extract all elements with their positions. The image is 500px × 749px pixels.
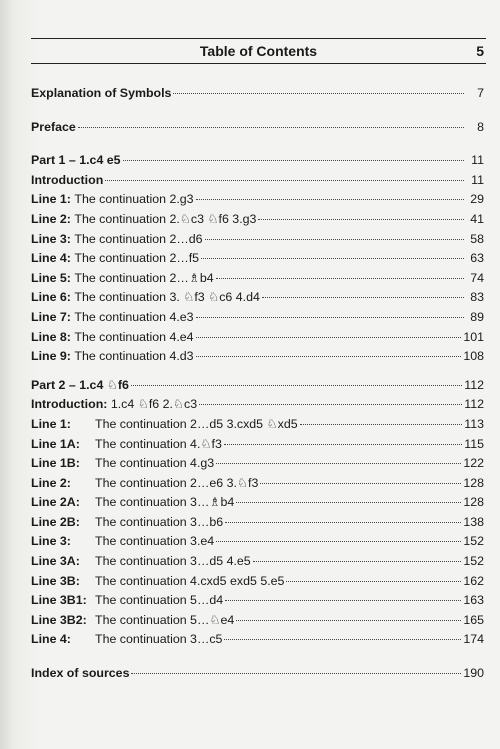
dot-leader [224,444,462,445]
toc-entry-label: Line 5: [31,270,71,285]
dot-leader [260,483,461,484]
toc-entry-label: Index of sources [31,666,130,681]
toc-entry-page: 128 [463,495,484,510]
toc-entry-part-2[interactable] [31,376,484,396]
toc-entry-label: Line 1B: [31,456,80,471]
toc-entry-text: The continuation 2…e6 3.♘f3 [95,475,259,490]
toc-entry-preface[interactable] [31,118,484,138]
toc-entry-page: 113 [464,416,484,431]
toc-entry-text: The continuation 3.e4 [95,534,215,549]
toc-entry-part2-line-3b[interactable] [31,572,484,592]
toc-entry-page: 41 [470,211,484,226]
toc-entry-label: Line 4: [31,251,71,266]
dot-leader [286,581,461,582]
toc-entry-label: Part 1 – 1.c4 e5 [31,153,121,168]
dot-leader [300,424,463,425]
table-of-contents [31,84,484,684]
toc-entry-label: Line 3B: [31,573,80,588]
toc-entry-label: Line 2B: [31,514,80,529]
toc-entry-page: 11 [471,153,484,168]
dot-leader [196,199,464,200]
toc-entry-page: 83 [470,290,484,305]
toc-entry-page: 11 [471,172,484,187]
toc-entry-introduction[interactable] [31,171,484,191]
toc-entry-page: 138 [463,514,484,529]
toc-entry-part1-line-1[interactable] [31,190,484,210]
toc-entry-part2-line-2b[interactable] [31,513,484,533]
toc-entry-page: 152 [463,554,484,569]
dot-leader [224,639,461,640]
toc-entry-index-of-sources[interactable] [31,664,484,684]
dot-leader [199,404,462,405]
dot-leader [216,463,461,464]
toc-entry-label: Line 1A: [31,436,80,451]
toc-entry-part1-line-9[interactable] [31,347,484,367]
toc-entry-page: 122 [463,456,484,471]
toc-entry-text: The continuation 4.♘f3 [95,436,222,451]
toc-entry-page: 165 [463,612,484,627]
dot-leader [201,258,464,259]
toc-entry-part2-line-2a[interactable] [31,493,484,513]
toc-entry-text: The continuation 4.d3 [74,349,194,364]
toc-entry-label: Line 8: [31,329,71,344]
dot-leader [196,317,464,318]
toc-entry-label: Line 1: [31,192,71,207]
toc-entry-label: Line 3B1: [31,593,87,608]
header-page-number: 5 [476,43,484,59]
dot-leader [205,239,464,240]
toc-entry-part1-line-6[interactable] [31,288,484,308]
toc-entry-page: 7 [477,86,484,100]
dot-leader [78,127,464,128]
toc-entry-text: The continuation 2…d6 [74,231,203,246]
toc-entry-part1-line-4[interactable] [31,249,484,269]
toc-entry-text: 1.c4 ♘f6 2.♘c3 [110,397,198,412]
page-header [31,38,486,64]
toc-entry-part1-line-2[interactable] [31,210,484,230]
toc-entry-part2-introduction[interactable] [31,395,484,415]
toc-entry-label: Line 3: [31,231,71,246]
toc-entry-label: Introduction: [31,397,108,412]
toc-entry-page: 112 [464,397,484,412]
toc-entry-part2-line-1b[interactable] [31,454,484,474]
toc-entry-label: Introduction [31,172,104,187]
dot-leader [196,356,462,357]
toc-entry-page: 108 [463,349,484,364]
toc-entry-part2-line-4[interactable] [31,630,484,650]
dot-leader [216,541,461,542]
dot-leader [173,93,464,94]
dot-leader [105,180,464,181]
toc-entry-explanation-of-symbols[interactable] [31,84,484,104]
dot-leader [131,673,461,674]
toc-entry-label: Line 1: [31,416,71,431]
toc-entry-label: Line 2A: [31,495,80,510]
toc-entry-label: Line 3: [31,534,71,549]
toc-entry-label: Explanation of Symbols [31,86,172,100]
dot-leader [262,297,464,298]
toc-entry-part1-line-3[interactable] [31,230,484,250]
toc-entry-text: The continuation 3…b6 [95,514,224,529]
toc-entry-page: 152 [463,534,484,549]
toc-entry-label: Preface [31,119,76,134]
toc-entry-page: 74 [470,270,484,285]
toc-entry-text: The continuation 3…♗b4 [95,495,235,510]
dot-leader [225,522,461,523]
toc-entry-text: The continuation 3. ♘f3 ♘c6 4.d4 [74,290,260,305]
toc-entry-label: Line 6: [31,290,71,305]
toc-entry-text: The continuation 2…f5 [74,251,200,266]
toc-entry-label: Line 3A: [31,554,80,569]
dot-leader [196,337,462,338]
dot-leader [236,620,461,621]
toc-entry-text: The continuation 2…♗b4 [74,270,214,285]
toc-entry-page: 29 [470,192,484,207]
toc-entry-part2-line-1[interactable] [31,415,484,435]
toc-entry-text: The continuation 3…d5 4.e5 [95,554,251,569]
toc-entry-text: The continuation 4.e4 [74,329,194,344]
toc-entry-label: Line 9: [31,349,71,364]
toc-entry-label: Line 4: [31,632,71,647]
toc-entry-part1-line-7[interactable] [31,308,484,328]
toc-entry-page: 174 [463,632,484,647]
toc-entry-page: 101 [463,329,484,344]
toc-entry-part2-line-3[interactable] [31,532,484,552]
toc-entry-text: The continuation 4.e3 [74,309,194,324]
toc-entry-label: Line 3B2: [31,612,87,627]
toc-entry-page: 162 [463,573,484,588]
toc-entry-part2-line-3b2[interactable] [31,611,484,631]
toc-entry-label: Line 2: [31,475,71,490]
toc-entry-text: The continuation 4.cxd5 exd5 5.e5 [95,573,285,588]
toc-entry-part2-line-1a[interactable] [31,435,484,455]
dot-leader [258,219,464,220]
toc-entry-page: 8 [477,119,484,134]
toc-entry-page: 115 [464,436,484,451]
dot-leader [236,502,461,503]
toc-entry-part-1[interactable] [31,151,484,171]
toc-entry-page: 163 [463,593,484,608]
toc-entry-text: The continuation 5…d4 [95,593,224,608]
toc-entry-label: Part 2 – 1.c4 ♘f6 [31,377,129,392]
toc-entry-text: The continuation 4.g3 [95,456,215,471]
toc-entry-text: The continuation 2.g3 [74,192,194,207]
toc-entry-part2-line-3a[interactable] [31,552,484,572]
toc-entry-label: Line 7: [31,309,71,324]
page-title: Table of Contents [199,43,318,59]
toc-entry-text: The continuation 2…d5 3.cxd5 ♘xd5 [95,416,298,431]
toc-entry-label: Line 2: [31,211,71,226]
toc-entry-page: 190 [463,666,484,681]
toc-entry-part2-line-3b1[interactable] [31,591,484,611]
dot-leader [216,278,464,279]
toc-entry-text: The continuation 5…♘e4 [95,612,235,627]
dot-leader [225,600,461,601]
dot-leader [123,160,464,161]
toc-entry-text: The continuation 3…c5 [95,632,223,647]
toc-entry-part1-line-5[interactable] [31,269,484,289]
dot-leader [253,561,462,562]
toc-entry-text: The continuation 2.♘c3 ♘f6 3.g3 [74,211,257,226]
toc-entry-page: 89 [470,309,484,324]
toc-entry-part2-line-2[interactable] [31,474,484,494]
toc-entry-page: 112 [464,377,484,392]
toc-entry-page: 128 [463,475,484,490]
toc-entry-part1-line-8[interactable] [31,328,484,348]
toc-entry-page: 58 [470,231,484,246]
toc-entry-page: 63 [470,251,484,266]
dot-leader [131,385,462,386]
